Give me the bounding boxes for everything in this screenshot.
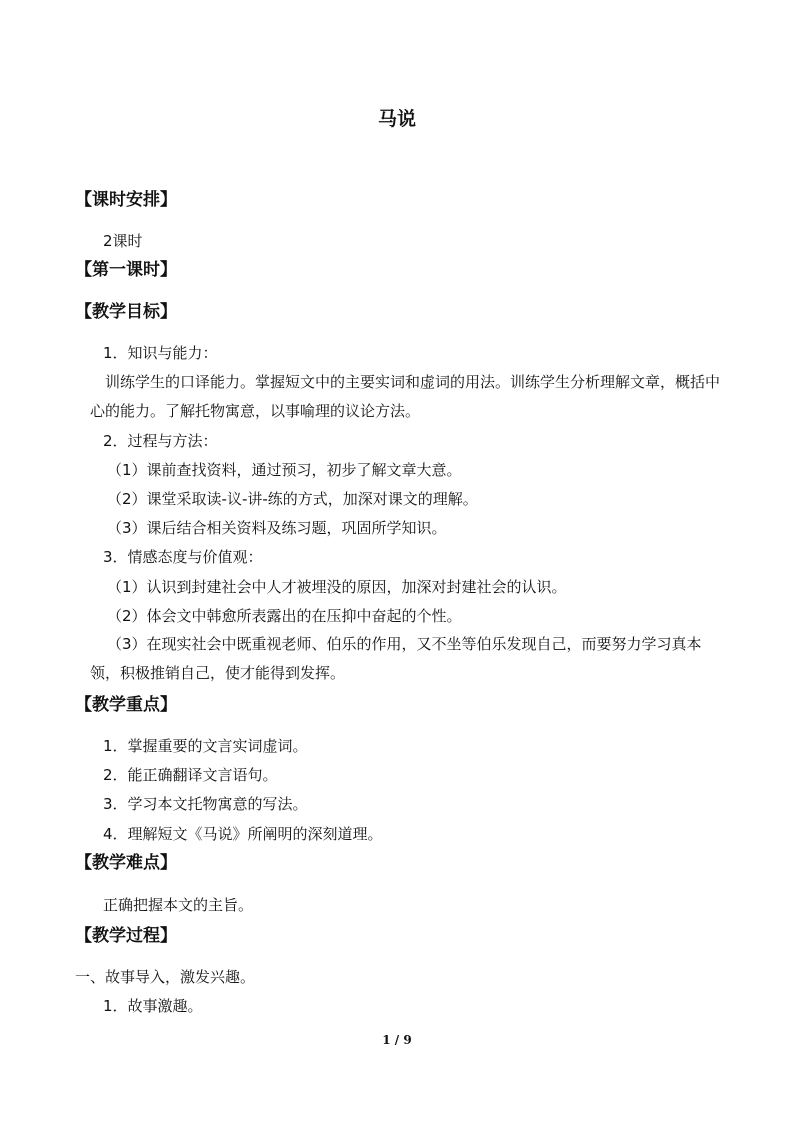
key-item3: 3．学习本文托物寓意的写法。 — [103, 795, 308, 813]
page-number: 1 / 9 — [382, 1033, 412, 1047]
goal2-title: 2．过程与方法： — [103, 432, 218, 450]
key-item2: 2．能正确翻译文言语句。 — [103, 766, 278, 784]
first-lesson-heading: 【第一课时】 — [75, 260, 177, 280]
goal2-item2: （2）课堂采取读-议-讲-练的方式，加深对课文的理解。 — [107, 490, 478, 508]
process-heading: 【教学过程】 — [75, 926, 177, 946]
goal3-item1: （1）认识到封建社会中人才被埋没的原因，加深对封建社会的认识。 — [107, 578, 567, 596]
goal3-title: 3．情感态度与价值观： — [103, 548, 263, 566]
goal1-text: 训练学生的口译能力。掌握短文中的主要实词和虚词的用法。训练学生分析理解文章，概括中心的能力。了解托物寓意，以事喻理的议论方法。 — [90, 373, 721, 420]
goal3-item3: （3）在现实社会中既重视老师、伯乐的作用，又不坐等伯乐发现自己，而要努力学习真本领，积极推销自己，使才能得到发挥。 — [90, 635, 702, 682]
key-heading: 【教学重点】 — [75, 695, 177, 715]
key-item4: 4．理解短文《马说》所阐明的深刻道理。 — [103, 825, 383, 843]
schedule-text: 2课时 — [103, 232, 143, 250]
difficulty-text: 正确把握本文的主旨。 — [103, 896, 254, 914]
goal2-item3: （3）课后结合相关资料及练习题，巩固所学知识。 — [107, 519, 447, 537]
goal1-title: 1．知识与能力： — [103, 344, 218, 362]
difficulty-heading: 【教学难点】 — [75, 853, 177, 873]
goal2-item1: （1）课前查找资料，通过预习，初步了解文章大意。 — [107, 461, 462, 479]
process-step1: 一、故事导入，激发兴趣。 — [75, 968, 256, 986]
key-item1: 1．掌握重要的文言实词虚词。 — [103, 737, 308, 755]
process-step1-item1: 1．故事激趣。 — [103, 997, 203, 1015]
document-title: 马说 — [377, 108, 416, 130]
goal3-item2: （2）体会文中韩愈所表露出的在压抑中奋起的个性。 — [107, 607, 462, 625]
schedule-heading: 【课时安排】 — [75, 190, 177, 210]
goals-heading: 【教学目标】 — [75, 302, 177, 322]
